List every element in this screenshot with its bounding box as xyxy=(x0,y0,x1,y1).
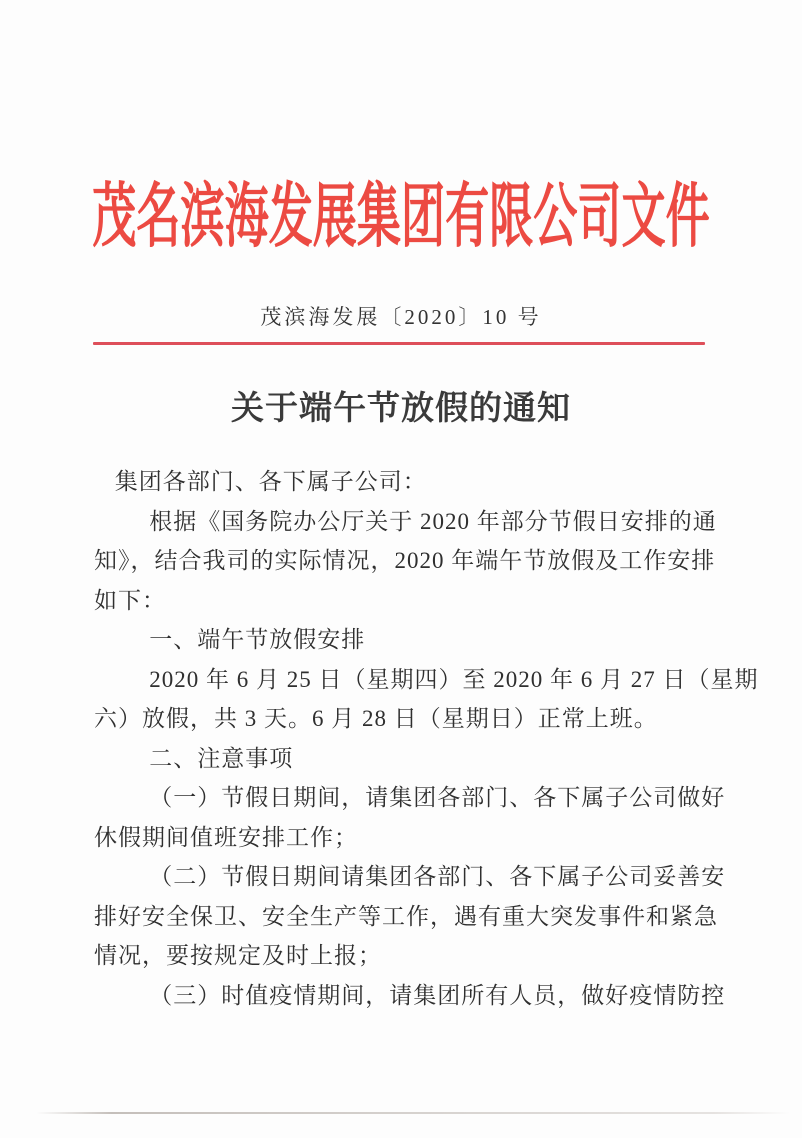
body-line-section-1: 一、端午节放假安排 xyxy=(149,627,366,652)
body-line: 六）放假，共 3 天。6 月 28 日（星期日）正常上班。 xyxy=(94,706,658,731)
body-line: 根据《国务院办公厅关于 2020 年部分节假日安排的通 xyxy=(149,508,717,534)
body-line: 知》，结合我司的实际情况，2020 年端午节放假及工作安排 xyxy=(94,548,716,573)
notice-title: 关于端午节放假的通知 xyxy=(231,391,571,427)
body-line: 情况，要按规定及时上报； xyxy=(94,943,382,968)
masthead xyxy=(0,178,802,258)
body-line-salutation: 集团各部门、各下属子公司： xyxy=(114,469,427,494)
scan-artifact-line xyxy=(36,1112,790,1114)
notice-body xyxy=(94,462,759,1015)
body-line: 2020 年 6 月 25 日（星期四）至 2020 年 6 月 27 日（星期 xyxy=(149,666,759,692)
body-line: 如下： xyxy=(94,587,166,613)
body-line: 排好安全保卫、安全生产等工作，遇有重大突发事件和紧急 xyxy=(94,903,718,929)
body-line-item-3: （三）时值疫情期间，请集团所有人员，做好疫情防控 xyxy=(149,982,726,1008)
org-header-title: 茂名滨海发展集团有限公司文件 xyxy=(92,179,710,256)
body-line-item-1: （一）节假日期间，请集团各部门、各下属子公司做好 xyxy=(149,785,726,810)
red-divider-rule xyxy=(93,342,705,345)
body-line: 休假期间值班安排工作； xyxy=(94,824,358,850)
doc-reference-number: 茂滨海发展〔2020〕10 号 xyxy=(260,305,542,329)
body-line-item-2: （二）节假日期间请集团各部门、各下属子公司妥善安 xyxy=(149,864,726,889)
body-line-section-2: 二、注意事项 xyxy=(149,745,294,771)
